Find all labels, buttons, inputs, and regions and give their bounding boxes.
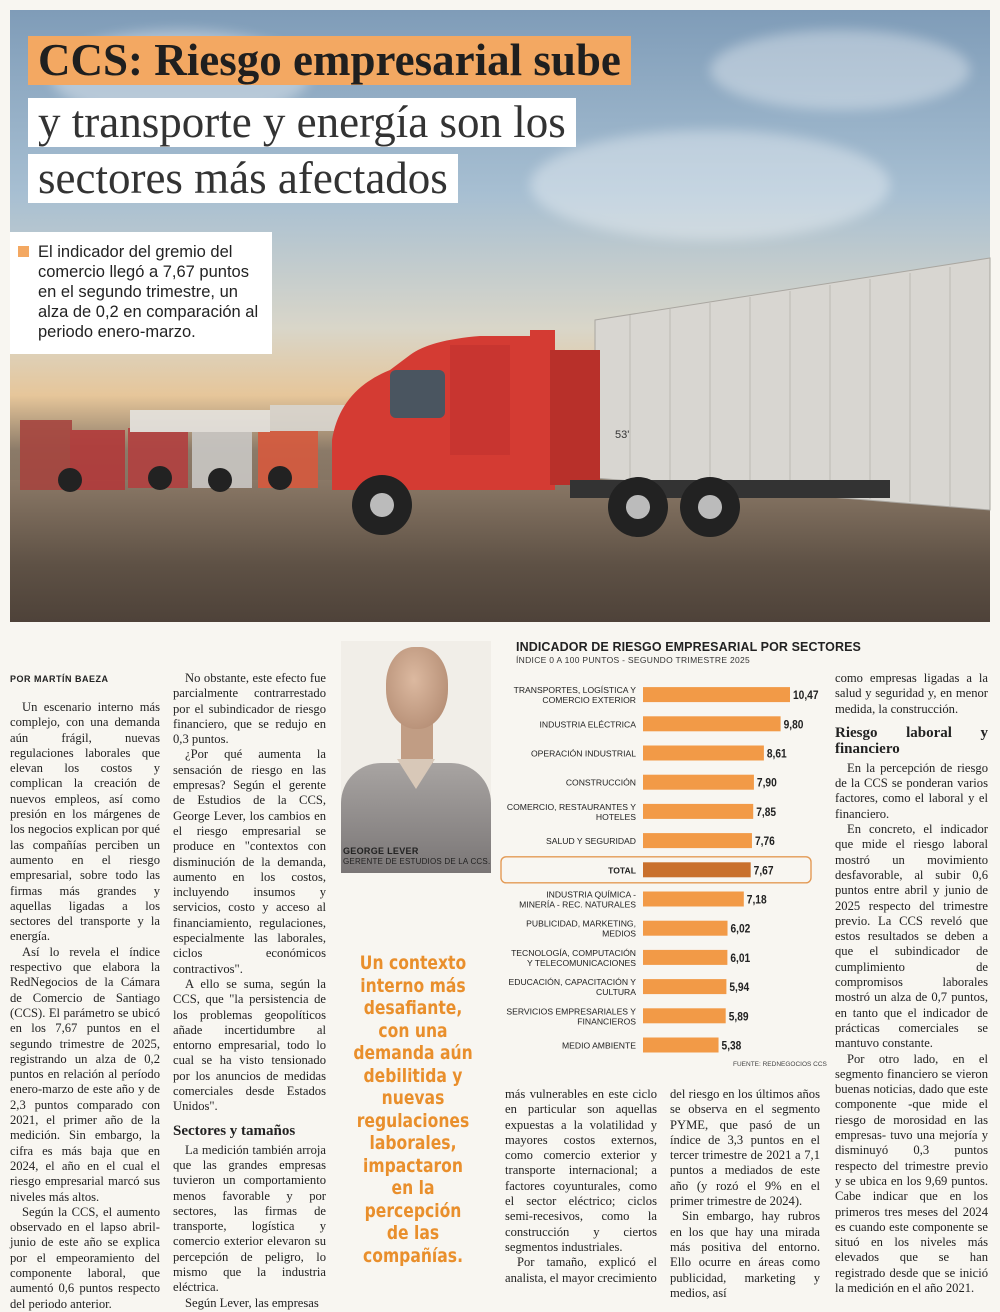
pull-quote: Un contexto interno más desafiante, con una demanda aún debilitida y nuevas regulaciones laborales, impactaron en la percepción de las compañías. <box>353 952 473 1267</box>
category-label: PUBLICIDAD, MARKETING, <box>526 918 636 929</box>
bar <box>643 746 764 761</box>
category-label: MINERÍA - REC. NATURALES <box>519 899 636 910</box>
category-label: TRANSPORTES, LOGÍSTICA Y <box>513 685 636 696</box>
article-column-1 <box>10 700 160 1312</box>
category-label: OPERACIÓN INDUSTRIAL <box>530 748 636 759</box>
headline-line-2: y transporte y energía son los <box>28 98 576 147</box>
category-label: FINANCIEROS <box>577 1016 636 1027</box>
article-column-2 <box>173 671 326 1311</box>
bar <box>643 892 744 907</box>
paragraph: del riesgo en los últimos años se observa en el segmento PYME, que pasó de un índice de 3,3 puntos en el tercer trimestre de 2021 a 7,1 puntos a mediados de este año (y rozó el 9% en el primer trimestre de 2024). <box>670 1087 820 1209</box>
lead-box <box>10 232 272 354</box>
category-label: INDUSTRIA QUÍMICA - <box>546 889 636 900</box>
bar <box>643 833 752 848</box>
value-label: 10,47 <box>793 689 819 703</box>
paragraph: La medición también arroja que las grandes empresas tuvieron un comportamiento menos favorable y por sectores, las firmas de transporte, logística y comercio exterior elevaron su percepción de peligro, lo mismo que la industria eléctrica. <box>173 1142 326 1295</box>
value-label: 7,18 <box>746 893 767 907</box>
value-label: 7,67 <box>753 864 774 878</box>
article-column-5 <box>835 671 988 1296</box>
category-label: MEDIO AMBIENTE <box>561 1040 636 1051</box>
paragraph: ¿Por qué aumenta la sensación de riesgo en las empresas? Según el gerente de Estudios de la CCS, George Lever, los cambios en el riesgo empresarial se produce en "contextos con disminución de la demanda, aumento en los costos, incluyendo insumos y servicios, costo y acceso al financiamiento, regulaciones, especialmente las laborales, ciclos económicos contractivos". <box>173 747 326 976</box>
value-label: 9,80 <box>783 718 804 732</box>
value-label: 7,76 <box>754 835 775 849</box>
article-column-4 <box>670 1087 820 1301</box>
bar <box>643 804 753 819</box>
bar <box>643 775 754 790</box>
paragraph: como empresas ligadas a la salud y seguridad y, en menor medida, la construcción. <box>835 671 988 716</box>
category-label: Y TELECOMUNICACIONES <box>526 957 636 968</box>
category-label: COMERCIO, RESTAURANTES Y <box>506 801 636 812</box>
category-label: CULTURA <box>596 987 636 998</box>
category-label: MEDIOS <box>602 928 636 939</box>
chart-subtitle: ÍNDICE 0 A 100 PUNTOS - SEGUNDO TRIMESTRE 2025 <box>516 655 751 665</box>
value-label: 5,38 <box>721 1039 742 1053</box>
category-label: SALUD Y SEGURIDAD <box>546 836 636 847</box>
category-label: TECNOLOGÍA, COMPUTACIÓN <box>511 947 636 958</box>
paragraph: Por tamaño, explicó el analista, el mayor crecimiento <box>505 1255 657 1285</box>
byline: POR MARTÍN BAEZA <box>10 674 109 684</box>
paragraph: A ello se suma, según la CCS, que "la persistencia de los problemas geopolíticos añade incertidumbre al entorno empresarial, todo lo cual se ha visto tensionado por los anuncios de medidas comerciales desde Estados Unidos". <box>173 976 326 1114</box>
value-label: 7,90 <box>756 777 777 790</box>
value-label: 5,89 <box>728 1010 749 1024</box>
value-label: 8,61 <box>766 747 787 761</box>
paragraph: Así lo revela el índice respectivo que elabora la RedNegocios de la Cámara de Comercio de Santiago (CCS). El parámetro se ubicó en los 7,67 puntos en el segundo trimestre de 2025, registrando un alza de 0,2 puntos en relación al período enero-marzo de este año y de 2,3 puntos comparado con 2021, el primer año de la medición. Sin embargo, la cifra es más baja que en 2024, el año en el cual el riesgo empresarial marcó sus niveles más altos. <box>10 944 160 1204</box>
category-label: HOTELES <box>595 811 636 822</box>
paragraph: más vulnerables en este ciclo en particular son aquellas expuestas a la volatilidad y mayores costos externos, como comercio exterior y transporte internacional; a factores coyunturales, como el sector eléctrico; ciclos semi-recesivos, como la construcción y ciertos segmentos industriales. <box>505 1087 657 1254</box>
paragraph: Por otro lado, en el segmento financiero se vieron buenas noticias, dado que este componente -que mide el riesgo de morosidad en las empresas- tuvo una mejoría y disminuyó 0,3 puntos respecto del trimestre previo y se ubica en los 9,69 puntos. Cabe indicar que en los primeros tres meses del 2024 es cuando este componente se situó en los niveles más elevados que se han registrado desde que se inició la medición en el año 2021. <box>835 1051 988 1295</box>
category-label: CONSTRUCCIÓN <box>565 777 636 788</box>
paragraph: En concreto, el indicador que mide el riesgo laboral mostró un movimiento desfavorable, al subir 0,6 puntos entre abril y junio de 2025 respecto del trimestre previo. La CCS reveló que estos resultados se deben a que el subindicador de cumplimiento de compromisos laborales mostró un alza de 0,7 puntos, en tanto que el indicador de prácticas comerciales se mantuvo constante. <box>835 822 988 1051</box>
headline-line-1: CCS: Riesgo empresarial sube <box>28 36 631 85</box>
paragraph: No obstante, este efecto fue parcialmente contrarrestado por el subindicador de riesgo financiero, que se redujo en 0,3 puntos. <box>173 671 326 747</box>
bar <box>643 1038 719 1053</box>
article-column-3 <box>505 1087 657 1286</box>
value-label: 7,85 <box>756 806 777 820</box>
lead-text: El indicador del gremio del comercio llegó a 7,67 puntos en el segundo trimestre, un alza de 0,2 en comparación al periodo enero-marzo. <box>38 243 259 341</box>
trailer-size-label: 53' <box>615 429 630 441</box>
bar <box>643 1008 726 1023</box>
bar <box>643 979 726 994</box>
chart-title: INDICADOR DE RIESGO EMPRESARIAL POR SECTORES <box>516 640 861 654</box>
paragraph: Sin embargo, hay rubros en los que hay una mirada más positiva del entorno. Ello ocurre en áreas como publicidad, marketing y medios, así <box>670 1209 820 1300</box>
section-heading: Riesgo laboral y financiero <box>835 724 988 757</box>
value-label: 5,94 <box>729 981 750 995</box>
paragraph: Según Lever, las empresas <box>185 1295 319 1310</box>
hero-image <box>10 10 990 622</box>
value-label: 6,01 <box>730 952 751 966</box>
bar <box>643 716 781 731</box>
bar <box>643 687 790 702</box>
bar <box>643 862 751 877</box>
headline-line-3: sectores más afectados <box>28 154 458 203</box>
category-label: TOTAL <box>608 865 636 876</box>
category-label: INDUSTRIA ELÉCTRICA <box>539 719 636 730</box>
category-label: EDUCACIÓN, CAPACITACIÓN Y <box>508 977 636 988</box>
sector-risk-bar-chart <box>500 670 830 1075</box>
bar <box>643 950 727 965</box>
portrait-photo <box>341 641 491 866</box>
category-label: SERVICIOS EMPRESARIALES Y <box>506 1006 636 1017</box>
portrait-role: GERENTE DE ESTUDIOS DE LA CCS. <box>343 857 491 866</box>
value-label: 6,02 <box>730 923 751 936</box>
category-label: COMERCIO EXTERIOR <box>542 695 636 706</box>
paragraph: Según la CCS, el aumento observado en el lapso abril-junio de este año se explica por el empeoramiento del componente laboral, que aumentó 0,6 puntos respecto del periodo anterior. <box>10 1204 160 1311</box>
section-heading: Sectores y tamaños <box>173 1122 296 1139</box>
bar <box>643 921 728 936</box>
paragraph: Un escenario interno más complejo, con una demanda aún frágil, nuevas regulaciones laborales que elevan los costos y complican la creación de nuevos empleos, así como presión en los márgenes de los negocios explican por qué las compañías perciben un aumento en el riesgo empresarial, sobre todo las firmas más grandes y aquellas ligadas a los sectores del transporte y la energía. <box>10 700 160 944</box>
chart-source: FUENTE: REDNEGOCIOS CCS <box>733 1061 827 1068</box>
portrait-name: GEORGE LEVER <box>343 846 419 856</box>
paragraph: En la percepción de riesgo de la CCS se ponderan varios factores, como el laboral y el financiero. <box>835 760 988 821</box>
square-bullet-icon <box>18 246 29 257</box>
